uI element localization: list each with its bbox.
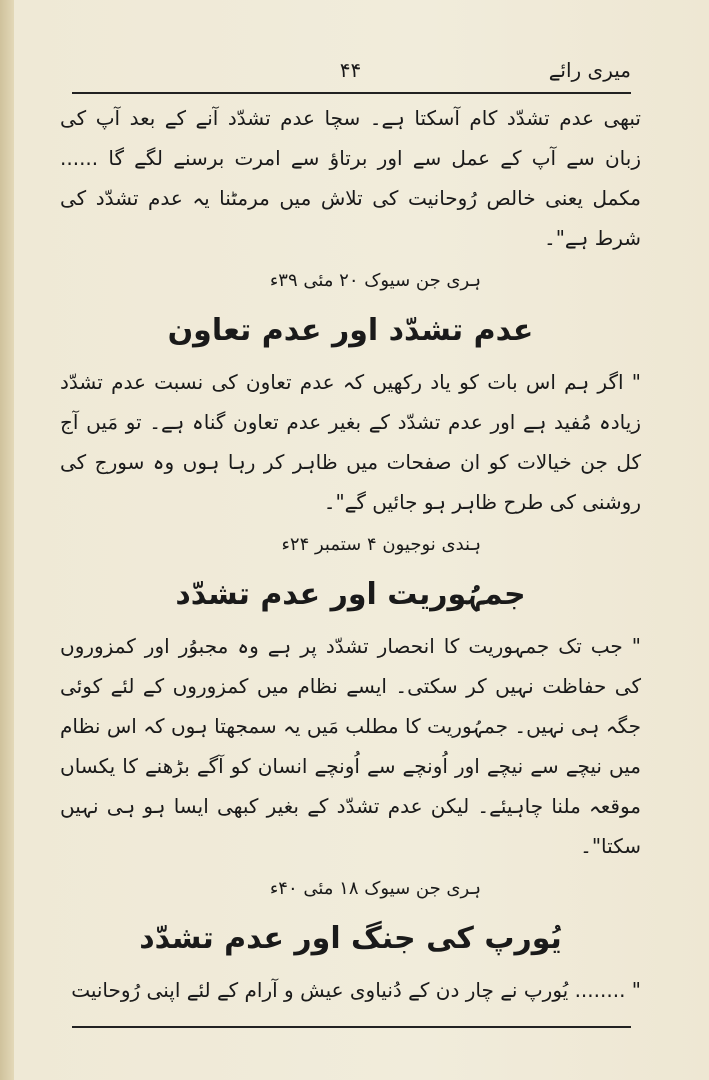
page-binding-edge	[0, 0, 14, 1080]
running-title: میری رائے	[548, 58, 631, 82]
paragraph-1: تبھی عدم تشدّد کام آسکتا ہے۔ سچا عدم تشدّد آنے کے بعد آپ کی زبان سے آپ کے عمل سے اور برتاؤ سے امرت برسنے لگے گا ...... مکمل یعنی خالص رُوحانیت کی تلاش میں مرمٹنا یہ عدم تشدّد کی شرط ہے"۔	[60, 106, 641, 250]
paragraph-3: " جب تک جمہوریت کا انحصار تشدّد پر ہے وہ مجبوُر اور کمزوروں کی حفاظت نہیں کر سکتی۔ ایسے نظام میں کمزوروں کے لئے کوئی جگہ ہی نہیں۔ جمہُوریت کا مطلب مَیں یہ سمجھتا ہوں کہ اس نظام میں نیچے سے نیچے اور اُونچے سے اُونچے انسان کو آگے بڑھنے کا یکساں موقعہ ملنا چاہیئے۔ لیکن عدم تشدّد کے بغیر کبھی ایسا ہو ہی نہیں سکتا"۔	[60, 634, 641, 858]
paragraph-4: " ........ یُورپ نے چار دن کے دُنیاوی عیش و آرام کے لئے اپنی رُوحانیت	[71, 978, 641, 1002]
header-rule	[72, 92, 631, 94]
citation-3: ہری جن سیوک ۱۸ مئی ۴۰ء	[269, 878, 481, 899]
page-number: ۴۴	[339, 58, 362, 82]
page-body	[60, 98, 641, 1010]
section-heading-3: یُورپ کی جنگ اور عدم تشدّد	[139, 921, 562, 956]
section-heading-1: عدم تشدّد اور عدم تعاون	[167, 313, 534, 348]
footer-rule	[72, 1026, 631, 1028]
paragraph-2: " اگر ہم اس بات کو یاد رکھیں کہ عدم تعاون کی نسبت عدم تشدّد زیادہ مُفید ہے اور عدم تشدّد کے بغیر عدم تعاون گناہ ہے۔ تو مَیں آج کل جن خیالات کو ان صفحات میں ظاہر کر رہا ہوں وہ سورج کی روشنی کی طرح ظاہر ہو جائیں گے"۔	[60, 370, 641, 514]
page-header	[70, 58, 631, 88]
citation-2: ہندی نوجیون ۴ ستمبر ۲۴ء	[281, 534, 481, 555]
citation-1: ہری جن سیوک ۲۰ مئی ۳۹ء	[269, 270, 481, 291]
section-heading-2: جمہُوریت اور عدم تشدّد	[175, 577, 526, 612]
